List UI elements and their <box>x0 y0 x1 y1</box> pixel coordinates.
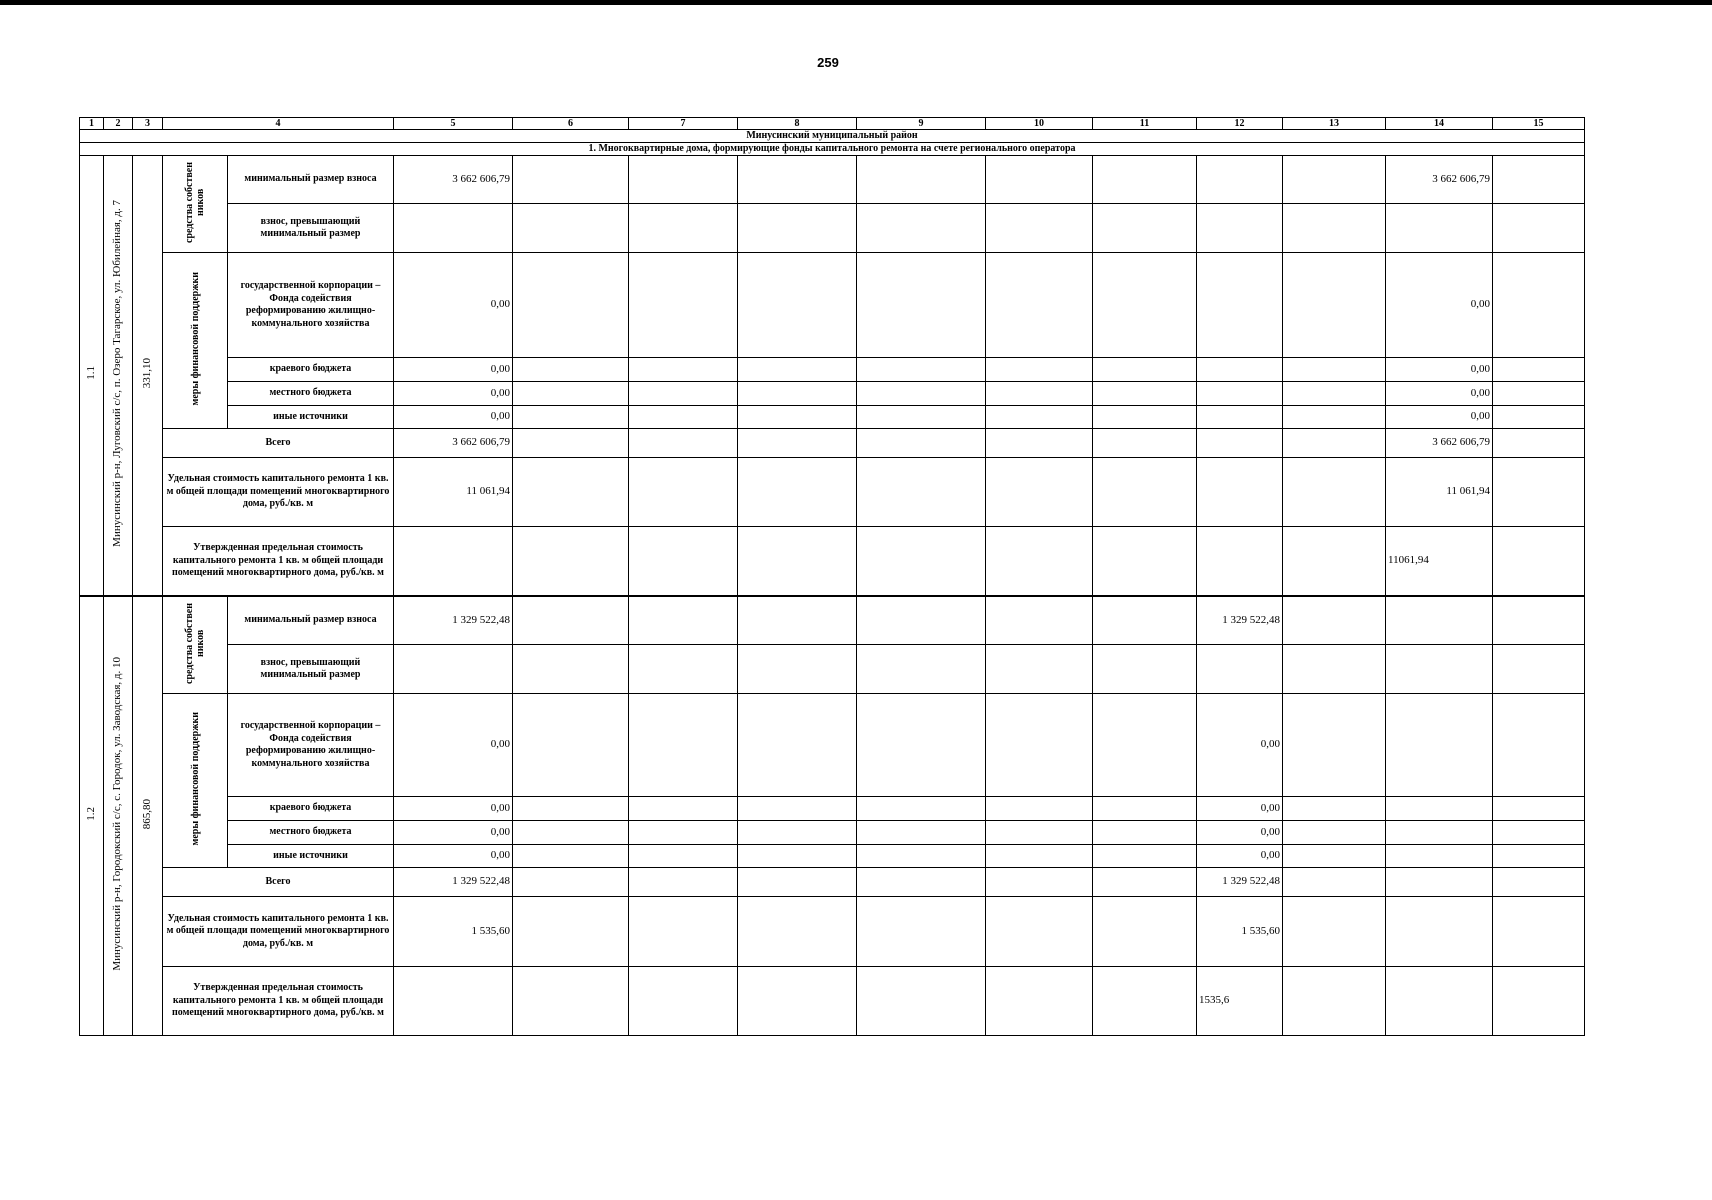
table-row <box>80 645 1585 694</box>
col-num-9: 9 <box>857 118 986 130</box>
cell-c12 <box>1197 382 1283 406</box>
cell-c12 <box>1197 458 1283 527</box>
region-title: Минусинский муниципальный район <box>80 130 1585 143</box>
cell-c5: 0,00 <box>394 406 513 429</box>
col-num-5: 5 <box>394 118 513 130</box>
col-num-4: 4 <box>163 118 394 130</box>
table-row <box>80 527 1585 597</box>
col-num-15: 15 <box>1493 118 1585 130</box>
cell-c14 <box>1386 845 1493 868</box>
support-measures-label: меры финансовой поддержки <box>163 694 228 868</box>
cell-c14: 0,00 <box>1386 406 1493 429</box>
approved-limit-label: Утвержденная предельная стоимость капитального ремонта 1 кв. м общей площади помещений многоквартирного дома, руб./кв. м <box>163 527 394 597</box>
cell-c12 <box>1197 358 1283 382</box>
col-num-2: 2 <box>104 118 133 130</box>
col-num-12: 12 <box>1197 118 1283 130</box>
cell-c14: 11061,94 <box>1386 527 1493 597</box>
table-row <box>80 429 1585 458</box>
col-num-14: 14 <box>1386 118 1493 130</box>
cell-c12 <box>1197 156 1283 204</box>
cell-c14: 0,00 <box>1386 382 1493 406</box>
section-title: 1. Многоквартирные дома, формирующие фонды капитального ремонта на счете регионального оператора <box>80 143 1585 156</box>
cell-c14: 3 662 606,79 <box>1386 429 1493 458</box>
page-number: 259 <box>817 55 839 70</box>
cell-c14 <box>1386 868 1493 897</box>
cell-c12: 1535,6 <box>1197 967 1283 1036</box>
regional-budget-label: краевого бюджета <box>228 358 394 382</box>
house-number: 1.1 <box>80 156 104 597</box>
total-label: Всего <box>163 868 394 897</box>
cell-c14 <box>1386 897 1493 967</box>
cell-c14 <box>1386 797 1493 821</box>
cell-c5: 0,00 <box>394 797 513 821</box>
col-num-1: 1 <box>80 118 104 130</box>
cell-c5: 0,00 <box>394 253 513 358</box>
cell-c12 <box>1197 429 1283 458</box>
cell-c5: 0,00 <box>394 694 513 797</box>
table-row <box>80 156 1585 204</box>
cell-c14 <box>1386 596 1493 645</box>
col-num-8: 8 <box>738 118 857 130</box>
table-row <box>80 204 1585 253</box>
table-row <box>80 845 1585 868</box>
cell-c14 <box>1386 821 1493 845</box>
owner-funds-label: средства собствен ников <box>163 596 228 694</box>
cell-c12: 0,00 <box>1197 694 1283 797</box>
col-num-13: 13 <box>1283 118 1386 130</box>
regional-budget-label: краевого бюджета <box>228 797 394 821</box>
cell-c14 <box>1386 694 1493 797</box>
house-area: 331,10 <box>133 156 163 597</box>
cell-c5: 3 662 606,79 <box>394 156 513 204</box>
column-number-row <box>80 118 1585 130</box>
support-measures-label: меры финансовой поддержки <box>163 253 228 429</box>
over-min-label: взнос, превышающий минимальный размер <box>228 645 394 694</box>
cell-c5: 11 061,94 <box>394 458 513 527</box>
col-num-11: 11 <box>1093 118 1197 130</box>
cell-c12: 0,00 <box>1197 845 1283 868</box>
state-corp-label: государственной корпорации – Фонда содействия реформированию жилищно-коммунального хозяйства <box>228 694 394 797</box>
cell-c14: 11 061,94 <box>1386 458 1493 527</box>
other-sources-label: иные источники <box>228 406 394 429</box>
cell-c12: 1 329 522,48 <box>1197 596 1283 645</box>
table-row <box>80 406 1585 429</box>
over-min-label: взнос, превышающий минимальный размер <box>228 204 394 253</box>
region-title-row <box>80 130 1585 143</box>
house-number: 1.2 <box>80 596 104 1036</box>
owner-funds-label: средства собствен ников <box>163 156 228 253</box>
house-address: Минусинский р-н, Городокский с/с, с. Городок, ул. Заводская, д. 10 <box>104 596 133 1036</box>
table-row <box>80 253 1585 358</box>
table-row <box>80 967 1585 1036</box>
table-row <box>80 868 1585 897</box>
table-row <box>80 382 1585 406</box>
cell-c5: 1 329 522,48 <box>394 596 513 645</box>
scan-top-border <box>0 0 1712 5</box>
table-row <box>80 358 1585 382</box>
col-num-10: 10 <box>986 118 1093 130</box>
cell-c12 <box>1197 253 1283 358</box>
cell-c14 <box>1386 967 1493 1036</box>
table-row <box>80 897 1585 967</box>
table-row <box>80 694 1585 797</box>
cell-c5: 3 662 606,79 <box>394 429 513 458</box>
cell-c12: 0,00 <box>1197 821 1283 845</box>
state-corp-label: государственной корпорации – Фонда содействия реформированию жилищно-коммунального хозяйства <box>228 253 394 358</box>
table-row <box>80 458 1585 527</box>
house-area: 865,80 <box>133 596 163 1036</box>
capital-repair-table <box>79 117 1585 1036</box>
min-contribution-label: минимальный размер взноса <box>228 156 394 204</box>
cell-c12: 1 535,60 <box>1197 897 1283 967</box>
cell-c5: 1 329 522,48 <box>394 868 513 897</box>
col-num-3: 3 <box>133 118 163 130</box>
unit-cost-label: Удельная стоимость капитального ремонта 1 кв. м общей площади помещений многоквартирного дома, руб./кв. м <box>163 458 394 527</box>
unit-cost-label: Удельная стоимость капитального ремонта 1 кв. м общей площади помещений многоквартирного дома, руб./кв. м <box>163 897 394 967</box>
cell-c5: 0,00 <box>394 845 513 868</box>
section-title-row <box>80 143 1585 156</box>
cell-c5: 0,00 <box>394 382 513 406</box>
table-row <box>80 596 1585 645</box>
cell-c5: 0,00 <box>394 358 513 382</box>
approved-limit-label: Утвержденная предельная стоимость капитального ремонта 1 кв. м общей площади помещений многоквартирного дома, руб./кв. м <box>163 967 394 1036</box>
house-address: Минусинский р-н, Луговский с/с, п. Озеро Тагарское, ул. Юбилейная, д. 7 <box>104 156 133 597</box>
total-label: Всего <box>163 429 394 458</box>
table-row <box>80 797 1585 821</box>
cell-c12 <box>1197 527 1283 597</box>
local-budget-label: местного бюджета <box>228 382 394 406</box>
col-num-7: 7 <box>629 118 738 130</box>
cell-c14: 0,00 <box>1386 358 1493 382</box>
other-sources-label: иные источники <box>228 845 394 868</box>
cell-c12: 1 329 522,48 <box>1197 868 1283 897</box>
col-num-6: 6 <box>513 118 629 130</box>
cell-c12 <box>1197 406 1283 429</box>
cell-c14: 0,00 <box>1386 253 1493 358</box>
cell-c5: 0,00 <box>394 821 513 845</box>
cell-c12: 0,00 <box>1197 797 1283 821</box>
cell-c14: 3 662 606,79 <box>1386 156 1493 204</box>
cell-c5: 1 535,60 <box>394 897 513 967</box>
local-budget-label: местного бюджета <box>228 821 394 845</box>
min-contribution-label: минимальный размер взноса <box>228 596 394 645</box>
table-row <box>80 821 1585 845</box>
